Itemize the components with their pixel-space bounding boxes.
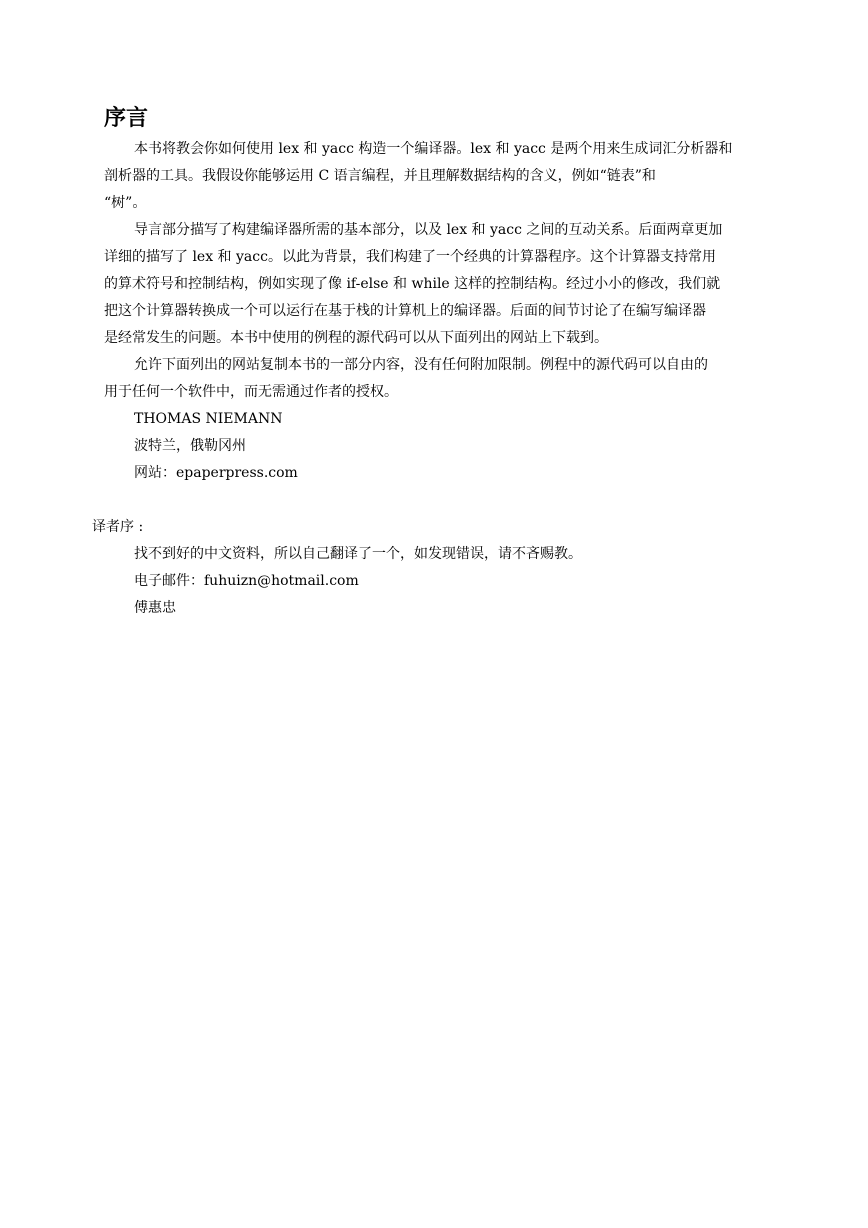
preface-body <box>92 136 764 622</box>
preface-line: 把这个计算器转换成一个可以运行在基于栈的计算机上的编译器。后面的间节讨论了在编写编译器 <box>104 303 706 319</box>
translator-note: 找不到好的中文资料，所以自己翻译了一个，如发现错误，请不吝赐教。 <box>134 546 582 562</box>
preface-line: 是经常发生的问题。本书中使用的例程的源代码可以从下面列出的网站上下载到。 <box>104 330 608 346</box>
preface-line: 导言部分描写了构建编译器所需的基本部分，以及 lex 和 yacc 之间的互动关系。后面两章更加 <box>134 222 723 238</box>
preface-line: “树”。 <box>104 195 147 211</box>
preface-line: 剖析器的工具。我假设你能够运用 C 语言编程，并且理解数据结构的含义，例如“链表”和 <box>104 168 656 184</box>
preface-line: 用于任何一个软件中，而无需通过作者的授权。 <box>104 384 398 400</box>
preface-line: 详细的描写了 lex 和 yacc。以此为背景，我们构建了一个经典的计算器程序。这个计算器支持常用 <box>104 249 716 265</box>
translator-name: 傅惠忠 <box>134 600 176 616</box>
preface-line: 本书将教会你如何使用 lex 和 yacc 构造一个编译器。lex 和 yacc 是两个用来生成词汇分析器和 <box>134 141 733 157</box>
website-line: 网站：epaperpress.com <box>134 465 298 481</box>
author-location: 波特兰，俄勒冈州 <box>134 438 246 454</box>
preface-line: 允许下面列出的网站复制本书的一部分内容，没有任何附加限制。例程中的源代码可以自由的 <box>134 357 708 373</box>
page-title: 序言 <box>104 106 149 131</box>
preface-line: 的算术符号和控制结构，例如实现了像 if-else 和 while 这样的控制结构。经过小小的修改，我们就 <box>104 276 721 292</box>
translator-email: 电子邮件：fuhuizn@hotmail.com <box>134 573 359 589</box>
section-gap <box>104 487 764 514</box>
translator-heading: 译者序 : <box>92 519 144 535</box>
author-name: THOMAS NIEMANN <box>134 411 283 427</box>
